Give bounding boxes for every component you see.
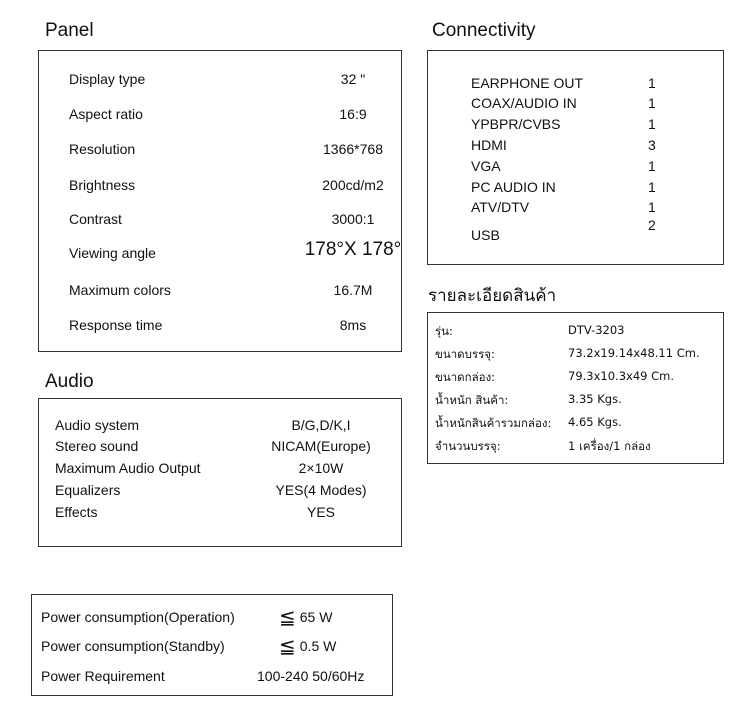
- connectivity-label: COAX/AUDIO IN: [471, 95, 577, 111]
- product-value: 3.35 Kgs.: [568, 392, 622, 406]
- panel-label: Display type: [69, 71, 146, 87]
- power-label: Power consumption(Operation): [41, 609, 235, 625]
- product-row: [435, 438, 651, 456]
- product-label: น้ำหนักสินค้ารวมกล่อง:: [435, 416, 552, 430]
- panel-label: Contrast: [69, 211, 122, 227]
- audio-box: [38, 398, 402, 547]
- power-value-group: [279, 605, 332, 630]
- connectivity-value: 3: [648, 137, 656, 153]
- panel-value: 178°X 178°: [304, 239, 402, 260]
- product-value: 1 เครื่อง/1 กล่อง: [568, 439, 651, 453]
- audio-value: YES(4 Modes): [275, 482, 367, 498]
- panel-row: [69, 211, 375, 227]
- product-label: ขนาดกล่อง:: [435, 370, 496, 384]
- panel-box: [38, 50, 402, 352]
- audio-label: Audio system: [55, 417, 140, 433]
- connectivity-label: VGA: [471, 158, 501, 174]
- panel-value: 1366*768: [323, 141, 383, 157]
- product-row: [435, 369, 674, 387]
- power-label: Power consumption(Standby): [41, 638, 225, 654]
- panel-row: [69, 317, 367, 333]
- power-label: Power Requirement: [41, 668, 165, 684]
- audio-row: [55, 504, 336, 520]
- audio-label: Equalizers: [55, 482, 121, 498]
- audio-row: [55, 438, 371, 454]
- panel-value: 8ms: [339, 317, 367, 333]
- panel-label: Resolution: [69, 141, 136, 157]
- audio-label: Maximum Audio Output: [55, 460, 201, 476]
- power-value-group: [279, 634, 336, 659]
- connectivity-row: [471, 116, 656, 132]
- audio-label: Stereo sound: [55, 438, 139, 454]
- panel-label: Maximum colors: [69, 282, 171, 298]
- product-row: [435, 346, 700, 364]
- panel-value: 3000:1: [331, 211, 375, 227]
- audio-value: NICAM(Europe): [271, 438, 371, 454]
- connectivity-value: 1: [648, 158, 656, 174]
- power-value: 65 W: [299, 609, 333, 625]
- audio-heading: Audio: [45, 371, 94, 392]
- connectivity-heading: Connectivity: [432, 20, 536, 41]
- panel-value: 32 ": [340, 71, 366, 87]
- product-row: [435, 415, 622, 433]
- connectivity-label: ATV/DTV: [471, 199, 530, 215]
- connectivity-row: [471, 137, 656, 153]
- connectivity-value: 1: [648, 199, 656, 215]
- connectivity-row: [471, 217, 656, 243]
- connectivity-label: EARPHONE OUT: [471, 75, 584, 91]
- product-heading: รายละเอียดสินค้า: [428, 286, 557, 306]
- product-value: DTV-3203: [568, 323, 625, 337]
- product-value: 4.65 Kgs.: [568, 415, 622, 429]
- panel-label: Viewing angle: [69, 245, 156, 261]
- connectivity-value: 1: [648, 75, 656, 91]
- connectivity-box: [427, 50, 724, 265]
- connectivity-label: YPBPR/CVBS: [471, 116, 561, 132]
- connectivity-row: [471, 158, 656, 174]
- audio-row: [55, 460, 344, 476]
- audio-row: [55, 417, 351, 433]
- audio-value: B/G,D/K,I: [291, 417, 351, 433]
- audio-row: [55, 482, 367, 498]
- connectivity-label: USB: [471, 227, 500, 243]
- panel-value: 16.7M: [333, 282, 373, 298]
- power-value: 0.5 W: [299, 638, 337, 654]
- connectivity-row: [471, 199, 656, 215]
- product-row: [435, 392, 622, 410]
- less-equal-icon: ≦: [279, 607, 296, 629]
- power-row: [41, 636, 337, 658]
- panel-value: 16:9: [339, 106, 367, 122]
- connectivity-value: 2: [648, 217, 656, 233]
- panel-row: [69, 71, 366, 87]
- power-row: [41, 607, 333, 629]
- power-box: [31, 594, 393, 696]
- audio-value: YES: [306, 504, 336, 520]
- connectivity-label: HDMI: [471, 137, 507, 153]
- power-value: 100-240 50/60Hz: [257, 668, 365, 684]
- panel-row: [69, 239, 402, 261]
- panel-label: Response time: [69, 317, 163, 333]
- product-value: 73.2x19.14x48.11 Cm.: [568, 346, 700, 360]
- panel-row: [69, 282, 373, 298]
- audio-value: 2×10W: [298, 460, 344, 476]
- panel-heading: Panel: [45, 20, 94, 41]
- panel-row: [69, 106, 367, 122]
- connectivity-row: [471, 95, 656, 111]
- connectivity-row: [471, 75, 656, 91]
- product-label: น้ำหนัก สินค้า:: [435, 393, 509, 407]
- panel-label: Aspect ratio: [69, 106, 143, 122]
- less-equal-icon: ≦: [279, 636, 296, 658]
- connectivity-value: 1: [648, 116, 656, 132]
- product-box: [427, 312, 724, 464]
- connectivity-value: 1: [648, 179, 656, 195]
- panel-row: [69, 141, 383, 157]
- connectivity-value: 1: [648, 95, 656, 111]
- product-row: [435, 323, 625, 341]
- connectivity-label: PC AUDIO IN: [471, 179, 556, 195]
- panel-value: 200cd/m2: [322, 177, 384, 193]
- product-label: รุ่น:: [435, 324, 453, 338]
- panel-row: [69, 177, 384, 193]
- product-label: ขนาดบรรจุ:: [435, 347, 495, 361]
- panel-label: Brightness: [69, 177, 136, 193]
- power-row: [41, 668, 365, 684]
- product-value: 79.3x10.3x49 Cm.: [568, 369, 674, 383]
- connectivity-row: [471, 179, 656, 195]
- audio-label: Effects: [55, 504, 98, 520]
- product-label: จำนวนบรรจุ:: [435, 439, 501, 453]
